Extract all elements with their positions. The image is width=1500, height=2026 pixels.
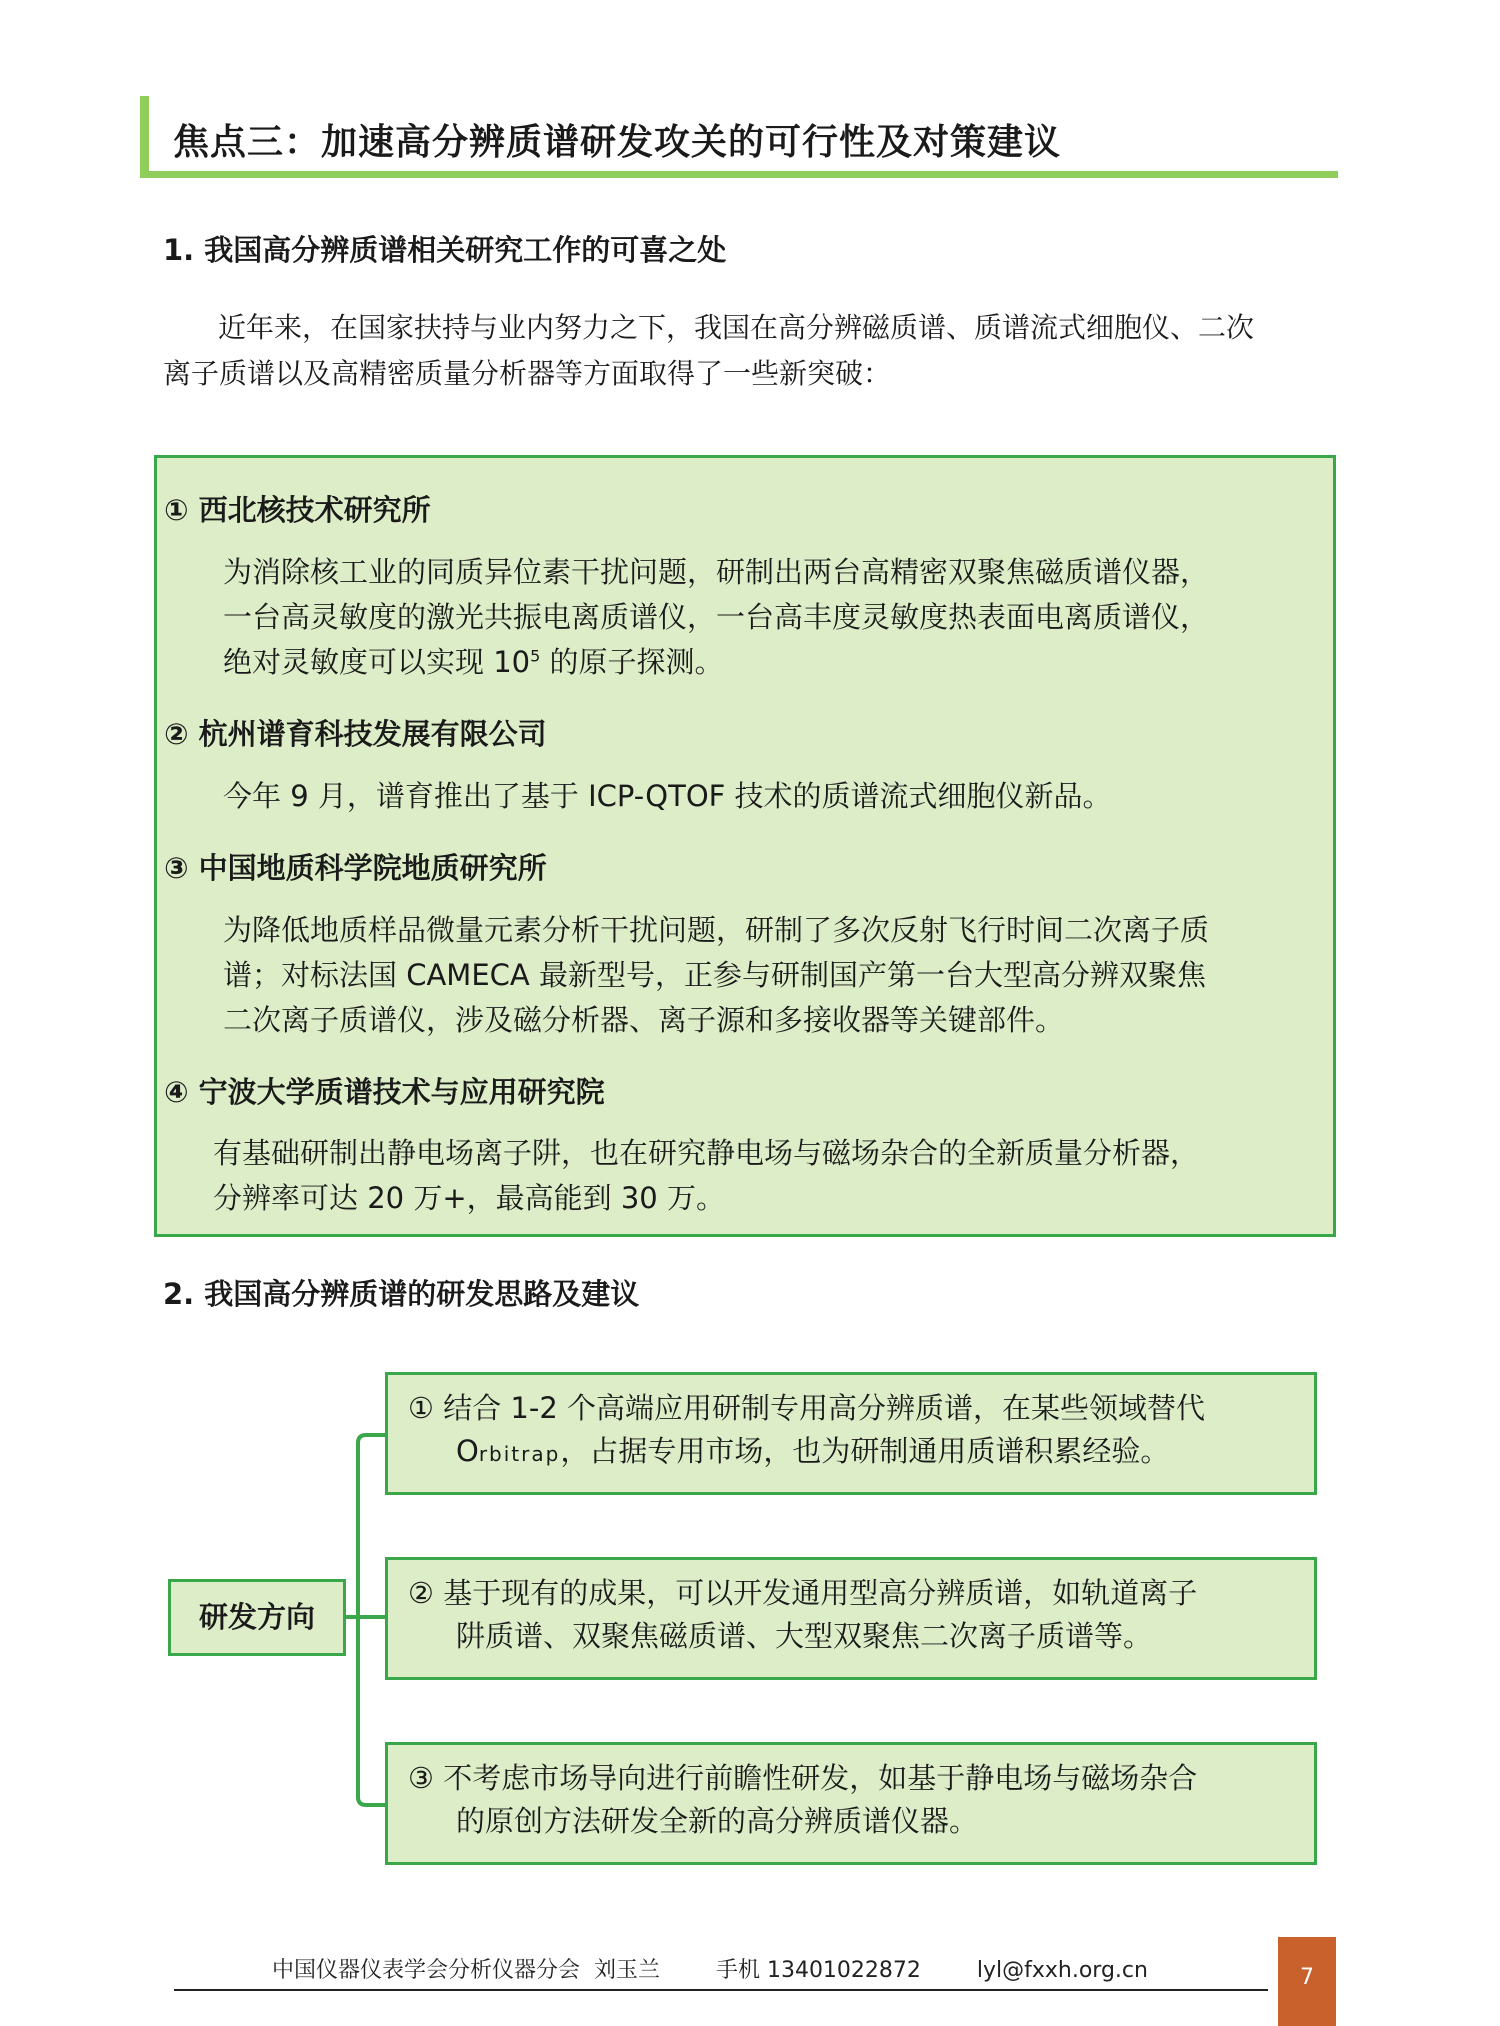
section2-heading: 2. 我国高分辨质谱的研发思路及建议 [163,1277,640,1311]
option-1-line2 [408,1430,1298,1476]
breakthrough-1-line2: 一台高灵敏度的激光共振电离质谱仪，一台高丰度灵敏度热表面电离质谱仪， [223,600,1210,634]
page-title: 焦点三：加速高分辨质谱研发攻关的可行性及对策建议 [173,122,1062,163]
breakthroughs-box [154,455,1336,1237]
option-3-box [385,1742,1317,1865]
option-3-line1: ③ 不考虑市场导向进行前瞻性研发，如基于静电场与磁场杂合 [408,1761,1198,1795]
breakthrough-2-line1: 今年 9 月，谱育推出了基于 ICP-QTOF 技术的质谱流式细胞仪新品。 [223,779,1112,813]
title-bar [140,96,1338,178]
orbitrap-small-caps: rbitrap [478,1442,561,1466]
option-3-line2: 的原创方法研发全新的高分辨质谱仪器。 [456,1804,979,1838]
breakthrough-3-line3: 二次离子质谱仪，涉及磁分析器、离子源和多接收器等关键部件。 [223,1003,1065,1037]
breakthrough-4-line2: 分辨率可达 20 万+，最高能到 30 万。 [213,1181,725,1215]
page-number-tab [1278,1937,1336,2026]
section1-intro-line1: 近年来，在国家扶持与业内努力之下，我国在高分辨磁质谱、质谱流式细胞仪、二次 [218,311,1255,344]
footer-email[interactable]: lyl@fxxh.org.cn [976,1958,1148,1983]
section1-heading: 1. 我国高分辨质谱相关研究工作的可喜之处 [163,233,727,267]
section1-intro-line2: 离子质谱以及高精密质量分析器等方面取得了一些新突破： [163,357,892,390]
breakthrough-3-line1: 为降低地质样品微量元素分析干扰问题，研制了多次反射飞行时间二次离子质 [223,913,1210,947]
footer-phone: 手机 13401022872 [715,1958,921,1983]
option-1-line1: ① 结合 1-2 个高端应用研制专用高分辨质谱，在某些领域替代 [408,1391,1206,1425]
option-2-box [385,1557,1317,1680]
footer-text [272,1953,1148,1984]
footer-org: 中国仪器仪表学会分析仪器分会 刘玉兰 [272,1958,660,1983]
breakthrough-1-line3-prefix: 绝对灵敏度可以实现 10 [223,645,531,679]
breakthrough-1-line3-suffix: 的原子探测。 [540,645,724,679]
direction-box [168,1579,346,1656]
option-1-box [385,1372,1317,1495]
option-2-line1: ② 基于现有的成果，可以开发通用型高分辨质谱，如轨道离子 [408,1576,1198,1610]
breakthrough-2-title: ② 杭州谱育科技发展有限公司 [164,717,547,751]
breakthrough-1-line1: 为消除核工业的同质异位素干扰问题，研制出两台高精密双聚焦磁质谱仪器， [223,555,1210,589]
direction-label: 研发方向 [198,1600,315,1634]
bracket-line [358,1435,385,1805]
breakthrough-4-title: ④ 宁波大学质谱技术与应用研究院 [164,1075,605,1109]
breakthrough-1-superscript: 5 [530,646,541,666]
breakthrough-3-title: ③ 中国地质科学院地质研究所 [164,851,547,885]
breakthrough-1-line3 [223,640,724,685]
breakthrough-4-line1: 有基础研制出静电场离子阱，也在研究静电场与磁场杂合的全新质量分析器， [213,1136,1200,1170]
breakthrough-3-line2: 谱；对标法国 CAMECA 最新型号，正参与研制国产第一台大型高分辨双聚焦 [223,958,1206,992]
breakthrough-1-title: ① 西北核技术研究所 [164,493,431,527]
footer-divider [174,1989,1268,1991]
option-3-text [408,1757,1298,1843]
option-2-text [408,1572,1298,1658]
option-1-text [408,1387,1298,1476]
orbitrap-prefix: O [456,1434,479,1468]
page-number: 7 [1300,1965,1314,1990]
option-2-line2: 阱质谱、双聚焦磁质谱、大型双聚焦二次离子质谱等。 [456,1619,1153,1653]
option-1-line2-suffix: ，占据专用市场，也为研制通用质谱积累经验。 [560,1434,1170,1468]
